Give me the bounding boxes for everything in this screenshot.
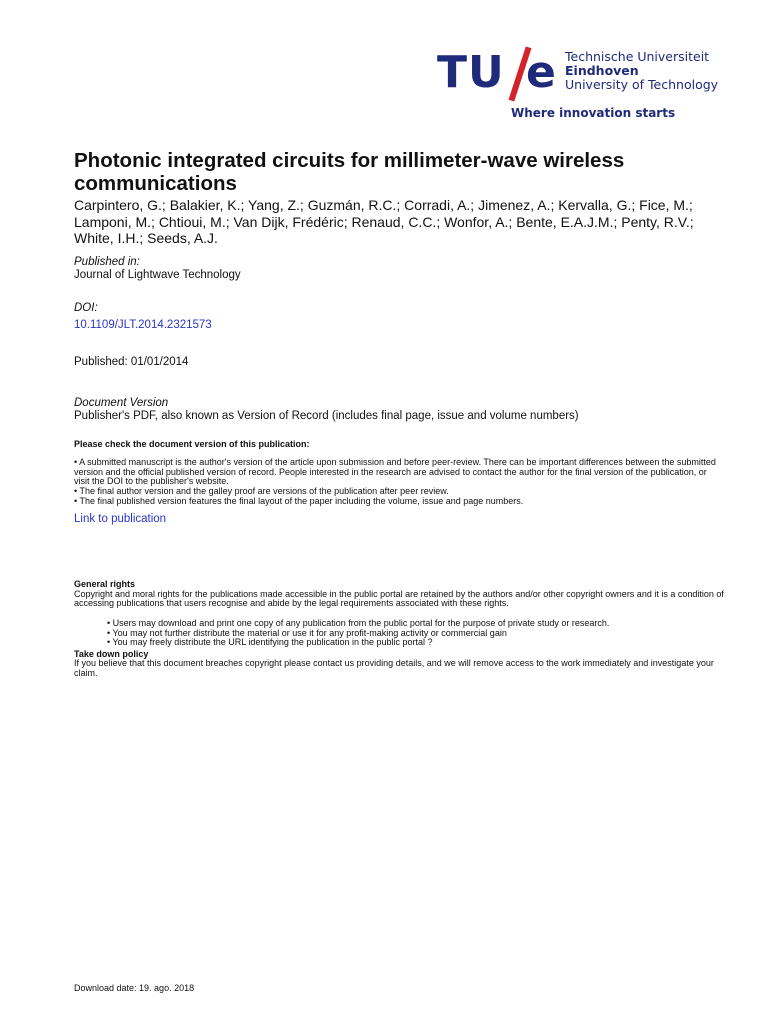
version-notice-item: • The final author version and the galley proof are versions of the publication after peer review. [74,486,449,497]
document-version-label: Document Version [74,396,169,409]
takedown-heading: Take down policy [74,648,149,659]
paper-authors: Carpintero, G.; Balakier, K.; Yang, Z.; Guzmán, R.C.; Corradi, A.; Jimenez, A.; Kervalla, G.; Fice, M.; Lamponi, M.; Chtioui, M.; Van Dijk, Frédéric; Renaud, C.C.; Wonfor, A.; Bente, E.A.J.M.; Penty, R.V.; White, I.H.; Seeds, A.J. [74,197,694,247]
download-date: Download date: 19. ago. 2018 [74,983,195,993]
logo-university-name [565,50,718,92]
logo-tagline: Where innovation starts [511,106,676,120]
link-to-publication[interactable]: Link to publication [74,513,167,526]
published-in-block [74,256,724,282]
general-rights-text: Copyright and moral rights for the publications made accessible in the public portal are retained by the authors and/or other copyright owners and it is a condition of accessing publications that users recognise and abide by the legal requirements associated with these rights. [74,588,724,609]
document-version-value: Publisher's PDF, also known as Version of Record (includes final page, issue and volume numbers) [74,409,579,422]
document-version-block [74,397,724,423]
tue-logo [437,44,727,124]
version-notice-list [74,458,724,506]
takedown-text: If you believe that this document breaches copyright please contact us providing details, and we will remove access to the work immediately and investigate your claim. [74,658,714,678]
logo-line-3: University of Technology [565,77,719,92]
paper-title: Photonic integrated circuits for millimeter-wave wireless communications [74,149,625,195]
general-rights-item: • Users may download and print one copy of any publication from the public portal for the purpose of private study or research. [107,617,610,628]
general-rights-list [74,619,724,648]
version-notice-item: • A submitted manuscript is the author's version of the article upon submission and before peer-review. There can be important differences between the submitted version and the official published version of record. People interested in the research are advised to contact the author for the final version of the publication, or visit the DOI to the publisher's website. [74,457,716,487]
published-in-label: Published in: [74,255,140,268]
logo-e-text: e [526,47,556,98]
doi-block [74,302,724,333]
takedown-block [74,649,724,679]
general-rights-block [74,579,724,647]
general-rights-item: • You may not further distribute the material or use it for any profit-making activity or commercial gain [107,627,507,638]
logo-line-2: Eindhoven [565,63,639,78]
doi-link[interactable]: 10.1109/JLT.2014.2321573 [74,318,212,331]
general-rights-heading: General rights [74,579,136,590]
general-rights-item: • You may freely distribute the URL identifying the publication in the public portal ? [107,637,433,648]
journal-name: Journal of Lightwave Technology [74,268,241,281]
version-notice-heading: Please check the document version of this publication: [74,438,310,449]
doi-label: DOI: [74,301,98,314]
document-body [74,149,724,678]
published-date: Published: 01/01/2014 [74,355,189,368]
logo-tu-text: TU [437,47,505,98]
logo-line-1: Technische Universiteit [565,49,710,64]
version-notice-item: • The final published version features the final layout of the paper including the volume, issue and page numbers. [74,495,524,506]
